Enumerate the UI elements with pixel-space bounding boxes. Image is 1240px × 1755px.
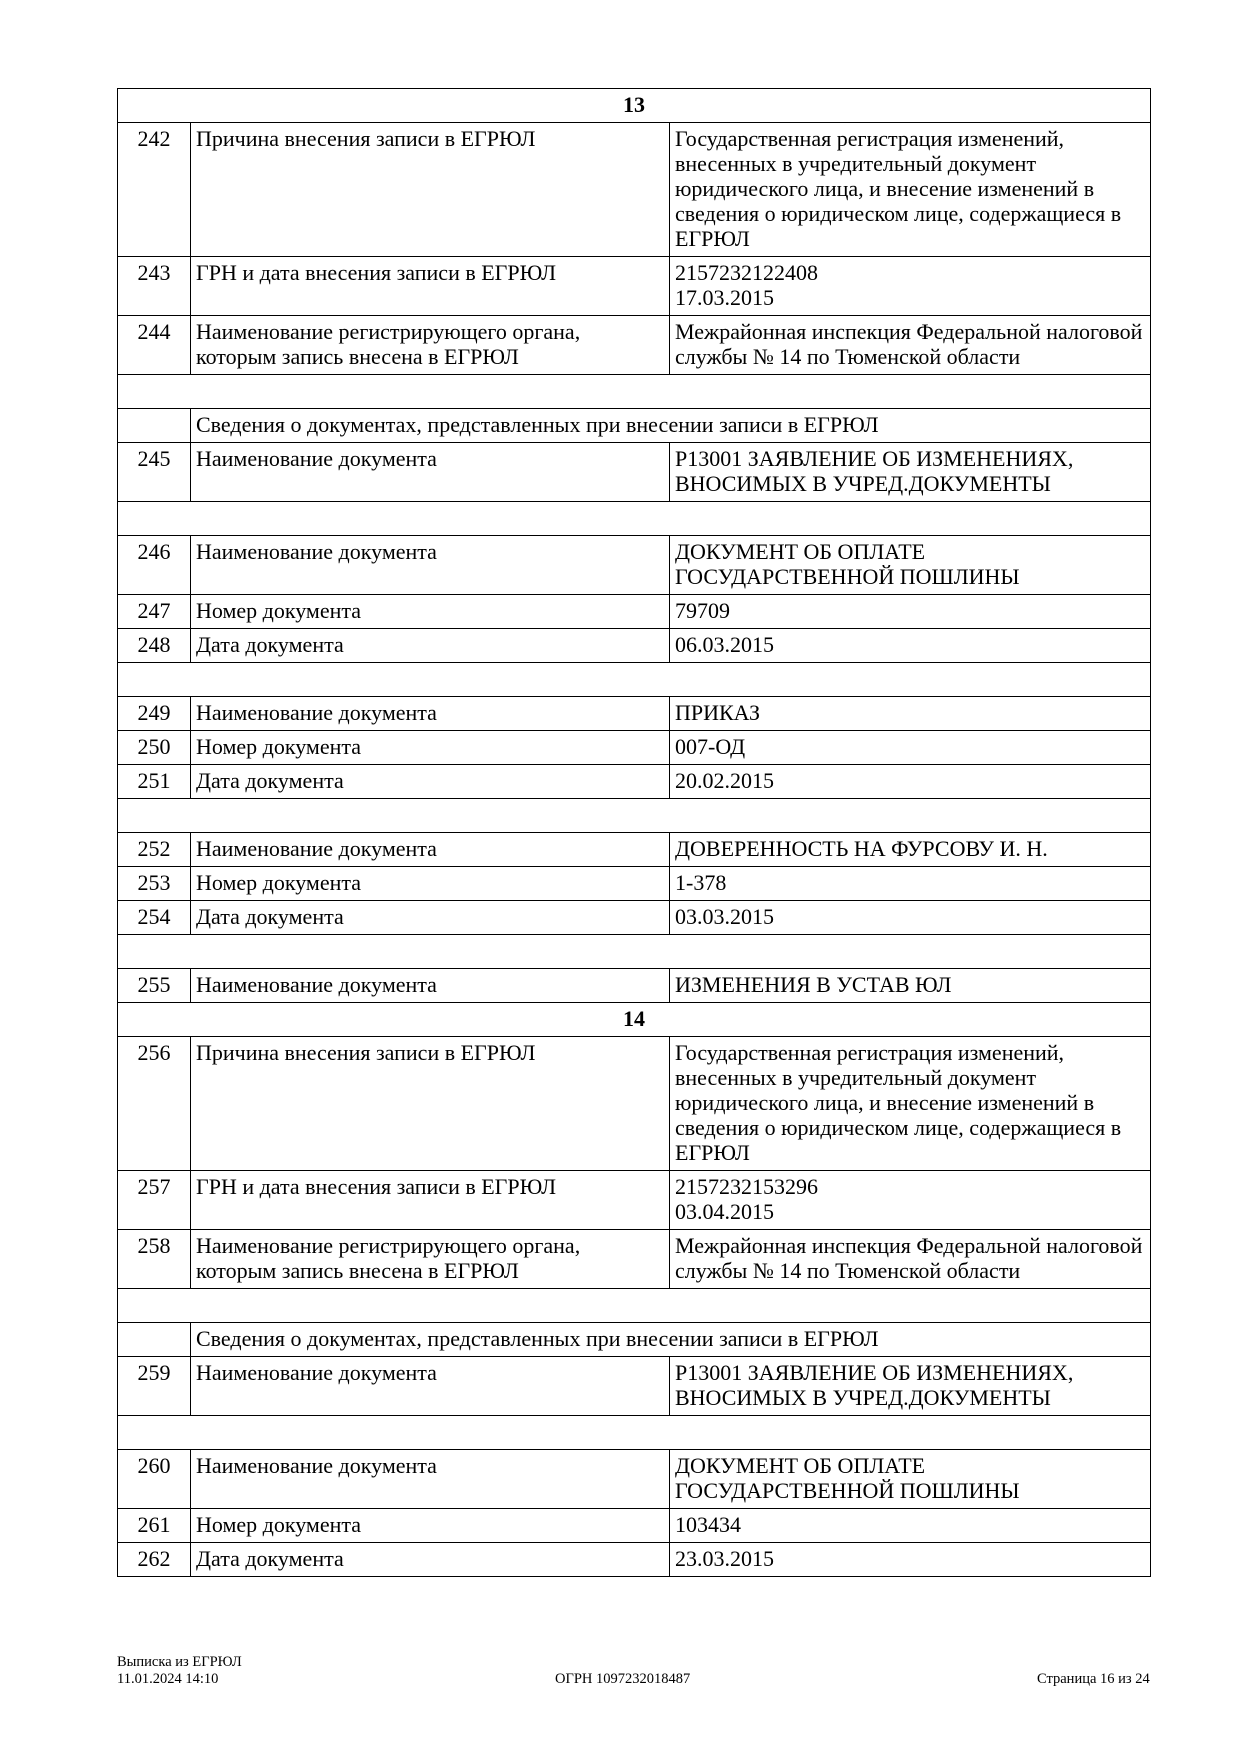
row-label: Дата документа: [191, 901, 670, 935]
row-number: 259: [118, 1357, 191, 1416]
row-value: 2157232122408 17.03.2015: [670, 257, 1151, 316]
row-label: Номер документа: [191, 595, 670, 629]
row-label: Наименование документа: [191, 536, 670, 595]
footer-ogrn: ОГРН 1097232018487: [555, 1671, 691, 1687]
spacer-row: [118, 375, 1151, 409]
row-number: 253: [118, 867, 191, 901]
empty-cell: [118, 1289, 1151, 1323]
row-value: 23.03.2015: [670, 1543, 1151, 1577]
row-label: ГРН и дата внесения записи в ЕГРЮЛ: [191, 1171, 670, 1230]
table-row: [118, 1037, 1151, 1171]
subheader-row: [118, 1323, 1151, 1357]
row-label: Дата документа: [191, 765, 670, 799]
empty-cell: [118, 799, 1151, 833]
empty-cell: [118, 375, 1151, 409]
empty-cell: [118, 1323, 191, 1357]
row-label: Номер документа: [191, 867, 670, 901]
subheader-text: Сведения о документах, представленных при внесении записи в ЕГРЮЛ: [191, 409, 1151, 443]
spacer-row: [118, 1416, 1151, 1450]
row-value: Межрайонная инспекция Федеральной налоговой службы № 14 по Тюменской области: [670, 316, 1151, 375]
table-row: [118, 697, 1151, 731]
row-number: 245: [118, 443, 191, 502]
egrul-table: [117, 88, 1151, 1577]
row-number: 260: [118, 1450, 191, 1509]
row-number: 258: [118, 1230, 191, 1289]
row-value: ДОВЕРЕННОСТЬ НА ФУРСОВУ И. Н.: [670, 833, 1151, 867]
row-label: Наименование документа: [191, 1357, 670, 1416]
row-number: 249: [118, 697, 191, 731]
row-number: 256: [118, 1037, 191, 1171]
table-row: [118, 731, 1151, 765]
table-row: [118, 1357, 1151, 1416]
table-row: [118, 123, 1151, 257]
empty-cell: [118, 663, 1151, 697]
empty-cell: [118, 409, 191, 443]
row-label: ГРН и дата внесения записи в ЕГРЮЛ: [191, 257, 670, 316]
row-number: 251: [118, 765, 191, 799]
row-number: 257: [118, 1171, 191, 1230]
spacer-row: [118, 663, 1151, 697]
row-number: 248: [118, 629, 191, 663]
row-label: Наименование регистрирующего органа, которым запись внесена в ЕГРЮЛ: [191, 1230, 670, 1289]
section-number: 14: [118, 1003, 1151, 1037]
table-row: [118, 969, 1151, 1003]
table-row: [118, 833, 1151, 867]
footer-title: Выписка из ЕГРЮЛ: [117, 1654, 242, 1670]
table-row: [118, 1543, 1151, 1577]
row-number: 244: [118, 316, 191, 375]
table-row: [118, 536, 1151, 595]
spacer-row: [118, 935, 1151, 969]
row-number: 261: [118, 1509, 191, 1543]
row-value: 06.03.2015: [670, 629, 1151, 663]
table-row: [118, 1509, 1151, 1543]
table-row: [118, 257, 1151, 316]
empty-cell: [118, 1416, 1151, 1450]
row-value: ДОКУМЕНТ ОБ ОПЛАТЕ ГОСУДАРСТВЕННОЙ ПОШЛИНЫ: [670, 1450, 1151, 1509]
row-value: 103434: [670, 1509, 1151, 1543]
subheader-row: [118, 409, 1151, 443]
row-number: 250: [118, 731, 191, 765]
subheader-text: Сведения о документах, представленных при внесении записи в ЕГРЮЛ: [191, 1323, 1151, 1357]
row-value: 2157232153296 03.04.2015: [670, 1171, 1151, 1230]
row-value: 79709: [670, 595, 1151, 629]
section-header-row: [118, 89, 1151, 123]
spacer-row: [118, 1289, 1151, 1323]
table-row: [118, 867, 1151, 901]
footer-left: [117, 1654, 242, 1688]
row-label: Номер документа: [191, 731, 670, 765]
row-number: 246: [118, 536, 191, 595]
row-value: Межрайонная инспекция Федеральной налоговой службы № 14 по Тюменской области: [670, 1230, 1151, 1289]
section-header-row: [118, 1003, 1151, 1037]
spacer-row: [118, 799, 1151, 833]
spacer-row: [118, 502, 1151, 536]
row-number: 243: [118, 257, 191, 316]
table-row: [118, 595, 1151, 629]
row-value: ДОКУМЕНТ ОБ ОПЛАТЕ ГОСУДАРСТВЕННОЙ ПОШЛИНЫ: [670, 536, 1151, 595]
table-row: [118, 629, 1151, 663]
row-value: ПРИКАЗ: [670, 697, 1151, 731]
row-value: Р13001 ЗАЯВЛЕНИЕ ОБ ИЗМЕНЕНИЯХ, ВНОСИМЫХ В УЧРЕД.ДОКУМЕНТЫ: [670, 1357, 1151, 1416]
table-row: [118, 1450, 1151, 1509]
row-label: Дата документа: [191, 629, 670, 663]
row-number: 254: [118, 901, 191, 935]
row-label: Наименование документа: [191, 443, 670, 502]
empty-cell: [118, 935, 1151, 969]
empty-cell: [118, 502, 1151, 536]
row-value: 03.03.2015: [670, 901, 1151, 935]
table-row: [118, 901, 1151, 935]
row-value: Р13001 ЗАЯВЛЕНИЕ ОБ ИЗМЕНЕНИЯХ, ВНОСИМЫХ В УЧРЕД.ДОКУМЕНТЫ: [670, 443, 1151, 502]
row-value: Государственная регистрация изменений, внесенных в учредительный документ юридического лица, и внесение изменений в сведения о юридическом лице, содержащиеся в ЕГРЮЛ: [670, 123, 1151, 257]
row-value: 007-ОД: [670, 731, 1151, 765]
table-row: [118, 1230, 1151, 1289]
row-label: Наименование документа: [191, 697, 670, 731]
row-label: Дата документа: [191, 1543, 670, 1577]
row-value: 1-378: [670, 867, 1151, 901]
row-value: Государственная регистрация изменений, внесенных в учредительный документ юридического лица, и внесение изменений в сведения о юридическом лице, содержащиеся в ЕГРЮЛ: [670, 1037, 1151, 1171]
row-label: Наименование регистрирующего органа, которым запись внесена в ЕГРЮЛ: [191, 316, 670, 375]
section-number: 13: [118, 89, 1151, 123]
row-number: 255: [118, 969, 191, 1003]
footer-datetime: 11.01.2024 14:10: [117, 1671, 219, 1687]
table-row: [118, 765, 1151, 799]
row-value: ИЗМЕНЕНИЯ В УСТАВ ЮЛ: [670, 969, 1151, 1003]
footer-page-number: Страница 16 из 24: [1037, 1671, 1150, 1687]
row-number: 262: [118, 1543, 191, 1577]
row-number: 252: [118, 833, 191, 867]
table-row: [118, 316, 1151, 375]
row-label: Наименование документа: [191, 1450, 670, 1509]
table-row: [118, 1171, 1151, 1230]
row-number: 247: [118, 595, 191, 629]
row-label: Наименование документа: [191, 969, 670, 1003]
row-label: Причина внесения записи в ЕГРЮЛ: [191, 1037, 670, 1171]
row-label: Причина внесения записи в ЕГРЮЛ: [191, 123, 670, 257]
row-label: Наименование документа: [191, 833, 670, 867]
row-value: 20.02.2015: [670, 765, 1151, 799]
row-label: Номер документа: [191, 1509, 670, 1543]
row-number: 242: [118, 123, 191, 257]
table-row: [118, 443, 1151, 502]
